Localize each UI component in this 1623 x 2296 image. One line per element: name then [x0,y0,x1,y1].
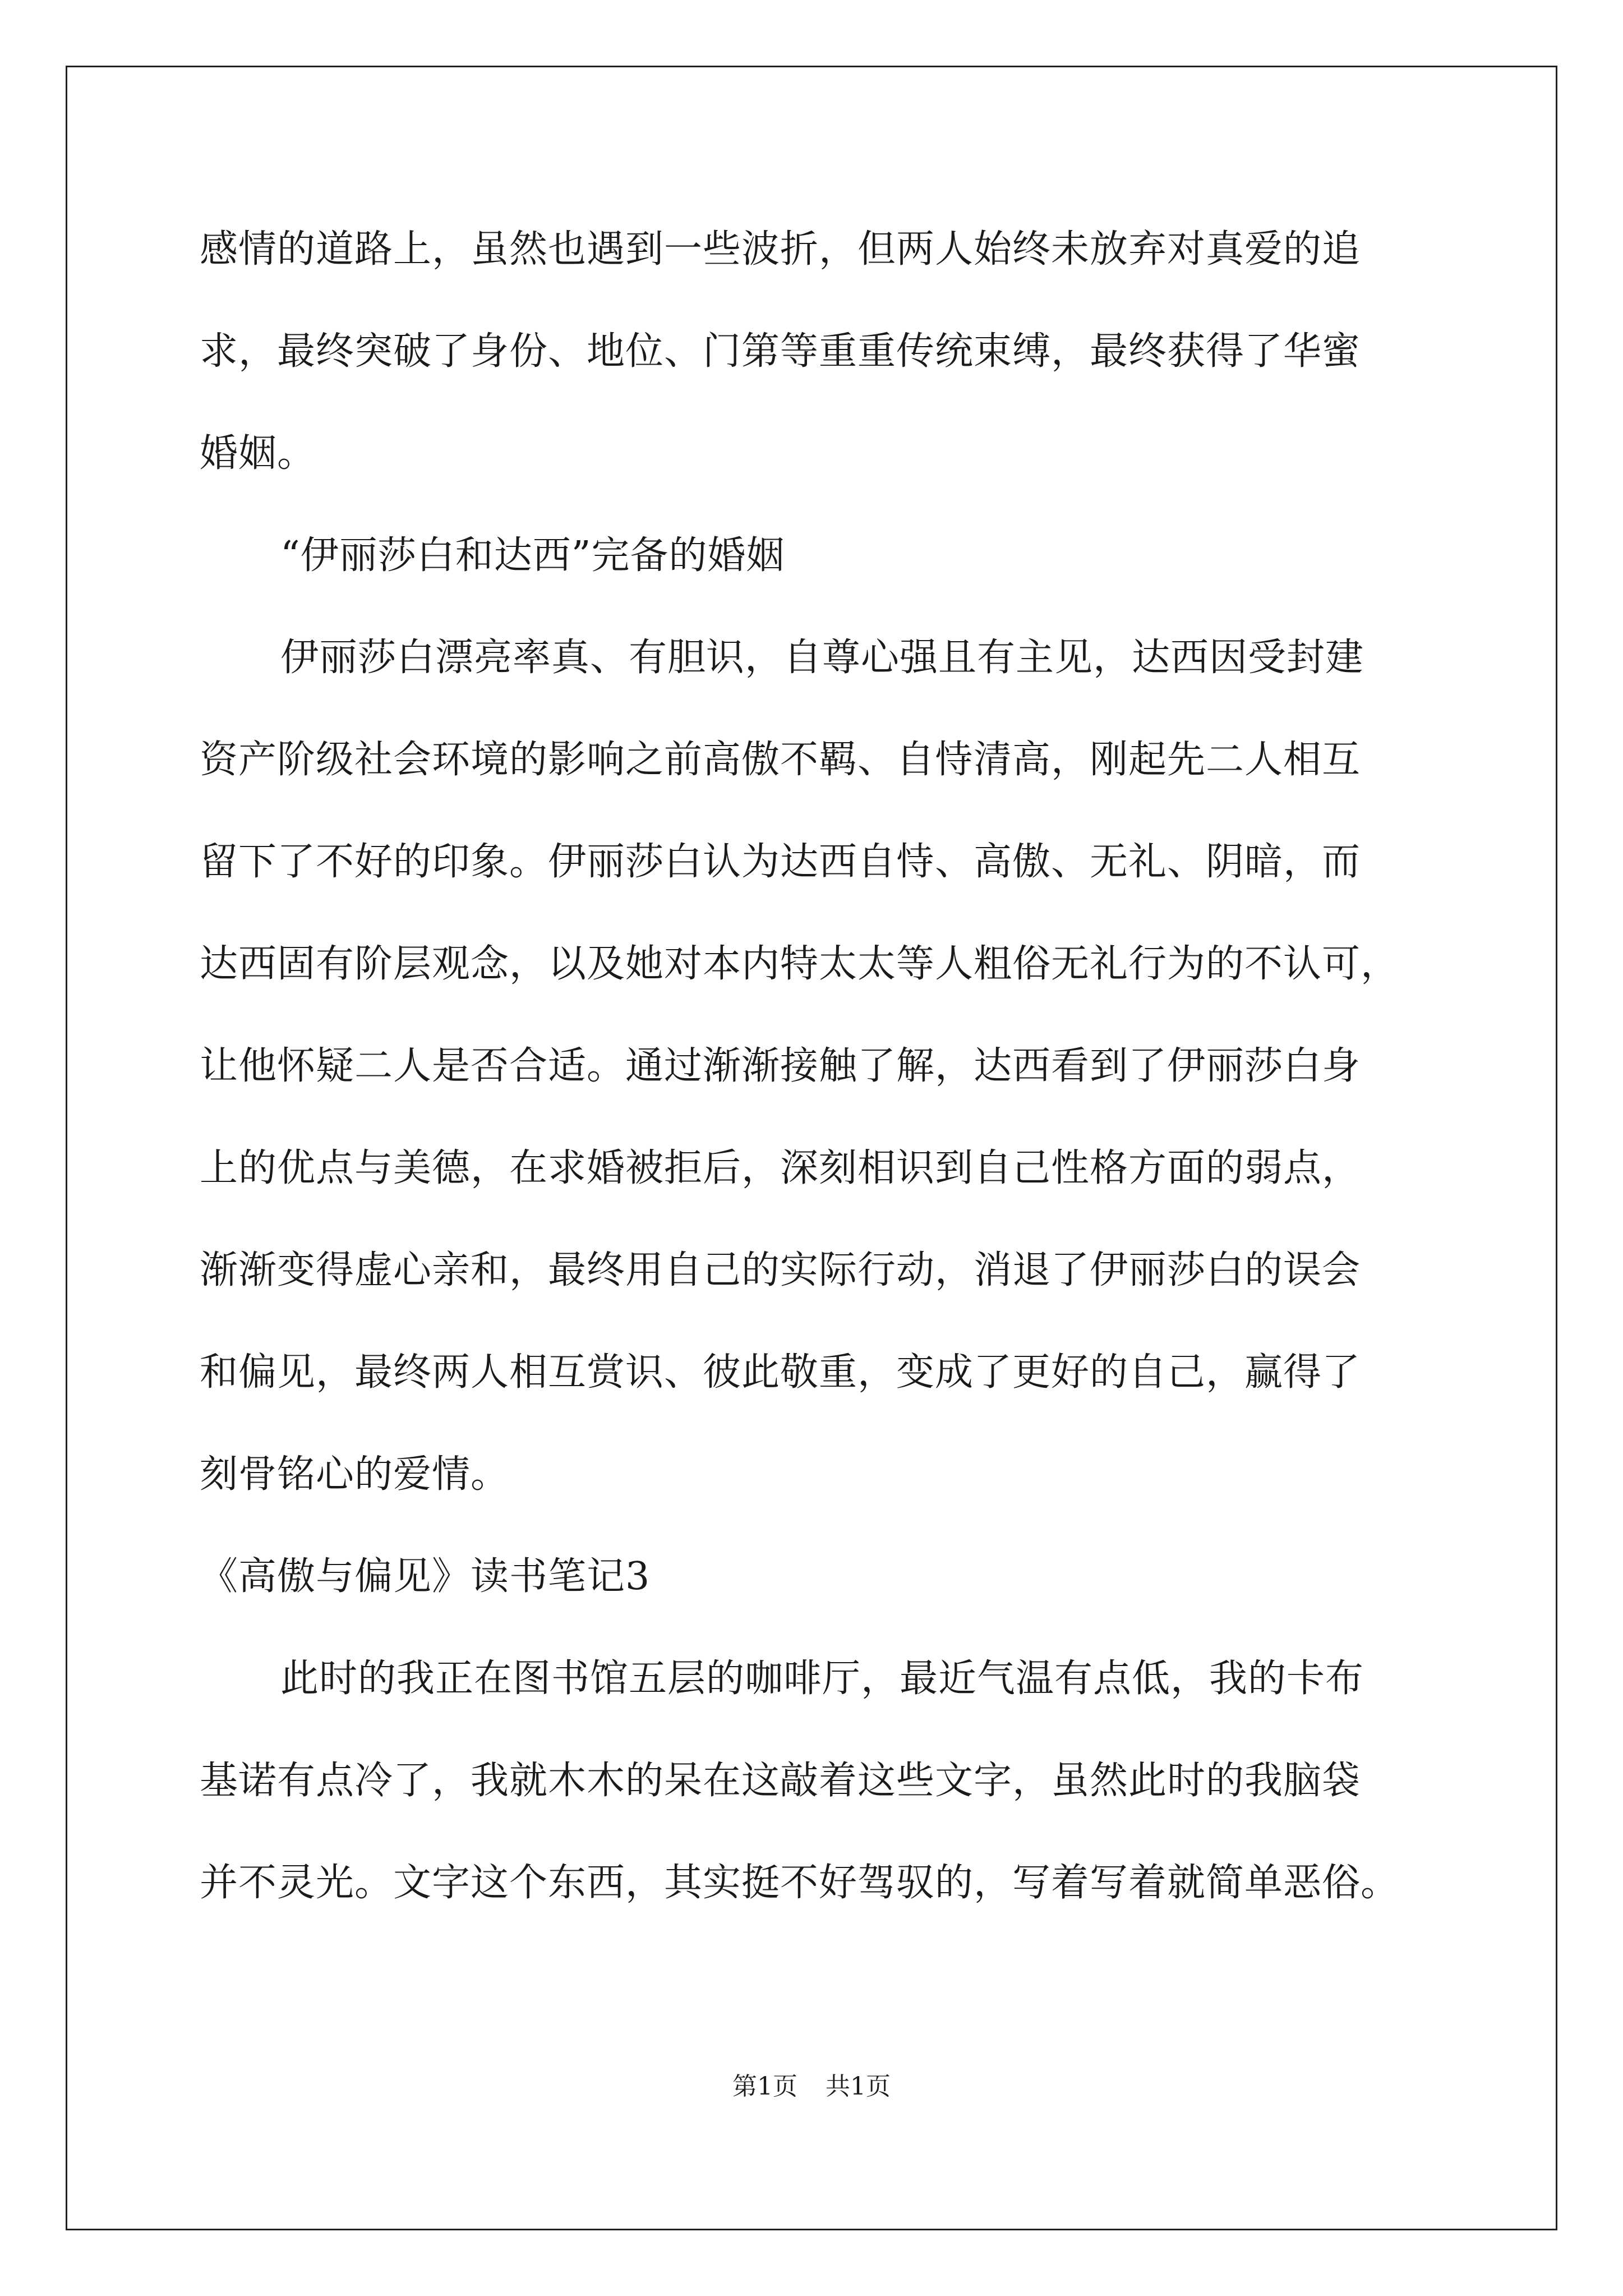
text-line: 求，最终突破了身份、地位、门第等重重传统束缚，最终获得了华蜜 [200,329,1361,374]
text-line: 上的优点与美德，在求婚被拒后，深刻相识到自己性格方面的弱点， [200,1146,1361,1190]
text-line: 留下了不好的印象。伊丽莎白认为达西自恃、高傲、无礼、阴暗，而 [200,840,1361,884]
text-line: 感情的道路上，虽然也遇到一些波折，但两人始终未放弃对真爱的追 [200,227,1361,272]
page-number: 第1页 [732,2072,797,2101]
text-line: 并不灵光。文字这个东西，其实挺不好驾驭的，写着写着就简单恶俗。 [200,1861,1400,1905]
text-line: 达西固有阶层观念，以及她对本内特太太等人粗俗无礼行为的不认可， [200,942,1400,986]
text-line: 此时的我正在图书馆五层的咖啡厅，最近气温有点低，我的卡布 [280,1657,1364,1701]
section-subheading: “伊丽莎白和达西”完备的婚姻 [280,533,785,578]
text-line: 和偏见，最终两人相互赏识、彼此敬重，变成了更好的自己，赢得了 [200,1350,1361,1395]
page-footer [0,2070,1623,2104]
text-line: 伊丽莎白漂亮率真、有胆识，自尊心强且有主见，达西因受封建 [280,636,1364,680]
section-heading: 《高傲与偏见》读书笔记3 [200,1554,651,1599]
text-line: 渐渐变得虚心亲和，最终用自己的实际行动，消退了伊丽莎白的误会 [200,1248,1361,1292]
text-line: 让他怀疑二人是否合适。通过渐渐接触了解，达西看到了伊丽莎白身 [200,1044,1361,1088]
text-line: 婚姻。 [200,431,316,476]
text-line: 基诺有点冷了，我就木木的呆在这敲着这些文字，虽然此时的我脑袋 [200,1759,1361,1803]
page-total: 共1页 [826,2072,891,2101]
text-line: 刻骨铭心的爱情。 [200,1452,510,1497]
text-line: 资产阶级社会环境的影响之前高傲不羁、自恃清高，刚起先二人相互 [200,738,1361,782]
